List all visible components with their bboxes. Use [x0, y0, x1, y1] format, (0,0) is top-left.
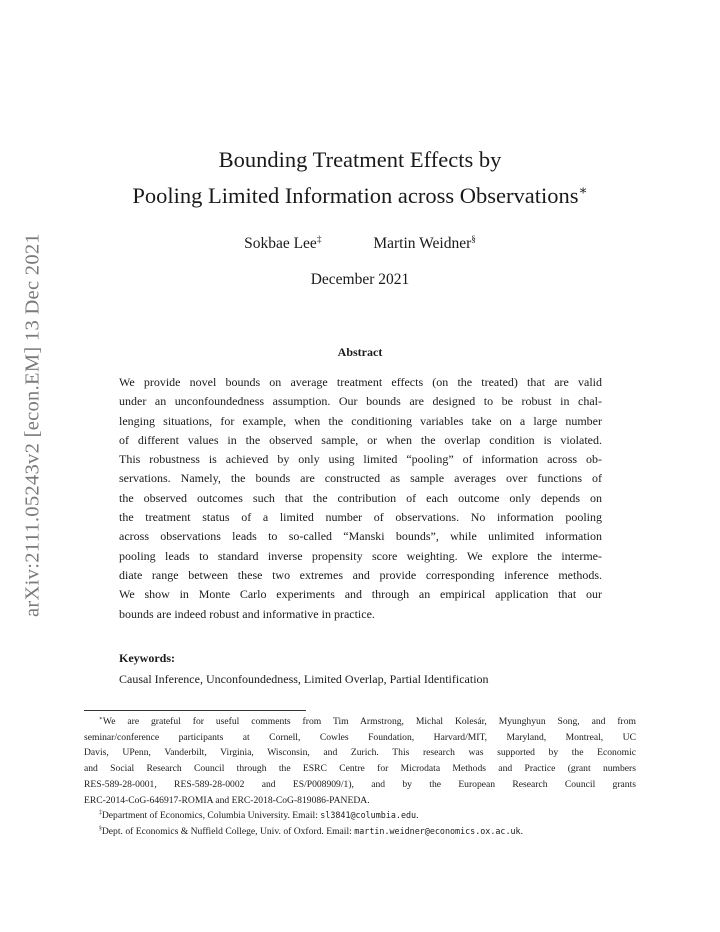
publication-date: December 2021: [310, 271, 410, 288]
email-link-weidner[interactable]: martin.weidner@economics.ox.ac.uk: [354, 825, 521, 836]
footnote-thanks-line: and Social Research Council through the ESRC Centre for Microdata Methods and Practice (grant numbers: [84, 763, 636, 775]
abstract-line: This robustness is achieved by only using limited “pooling” of information across ob-: [119, 452, 602, 467]
keywords-heading: Keywords:: [119, 651, 175, 665]
author-footnote-mark[interactable]: ‡: [316, 234, 322, 245]
title-line-1: Bounding Treatment Effects by: [218, 147, 502, 172]
footnote-weidner-text: Dept. of Economics & Nuffield College, Univ. of Oxford. Email:: [101, 825, 355, 837]
abstract-line: the treatment status of a limited number of observations. No information pooling: [119, 510, 602, 525]
abstract-line: We show in Monte Carlo experiments and through an empirical application that our: [119, 587, 602, 602]
title-line-2-text: Pooling Limited Information across Observations: [132, 183, 579, 208]
abstract-line: servations. Namely, the bounds are constructed as sample averages over functions of: [119, 471, 602, 486]
abstract-line: diate range between these two extremes and provide corresponding inference methods.: [119, 567, 602, 582]
footnote-thanks-line: ERC-2014-CoG-646917-ROMIA and ERC-2018-CoG-819086-PANEDA.: [84, 794, 370, 806]
author-weidner: [373, 235, 476, 253]
author-name: Martin Weidner: [373, 235, 472, 252]
arxiv-stamp-text: arXiv:2111.05243v2 [econ.EM] 13 Dec 2021: [21, 233, 44, 617]
abstract-body: [119, 373, 602, 624]
abstract-line: the observed outcomes such that the contribution of each outcome only depends on: [119, 490, 602, 505]
footnote-lee: [84, 808, 636, 824]
footnote-period: .: [416, 810, 419, 822]
footnote-rule: [84, 710, 306, 711]
footnote-lee-text: Department of Economics, Columbia University. Email:: [101, 810, 321, 822]
abstract-line: pooling leads to standard inverse propensity score weighting. We explore the interme-: [119, 548, 602, 563]
footnote-period: .: [520, 825, 524, 837]
abstract-line: bounds are indeed robust and informative in practice.: [119, 606, 375, 621]
footnote-mark: ‡: [99, 810, 102, 817]
paper-title: [0, 142, 720, 214]
footnote-thanks-line: Davis, UPenn, Vanderbilt, Virginia, Wisconsin, and Zurich. This research was supported by the Economic: [84, 747, 636, 759]
keywords-text: Causal Inference, Unconfoundedness, Limited Overlap, Partial Identification: [119, 672, 489, 686]
footnote-thanks-line: [84, 714, 636, 730]
author-lee: [244, 235, 321, 253]
footnote-text: We are grateful for useful comments from Tim Armstrong, Michal Kolesár, Myunghyun Song, and from: [102, 716, 636, 727]
abstract-line: We provide novel bounds on average treatment effects (on the treated) that are valid: [119, 375, 602, 389]
email-link-lee[interactable]: sl3841@columbia.edu: [320, 810, 417, 821]
abstract-heading: Abstract: [337, 345, 383, 359]
footnote-weidner: [84, 824, 636, 840]
abstract-line: under an unconfoundedness assumption. Our bounds are designed to be robust in chal-: [119, 394, 602, 409]
title-footnote-mark[interactable]: ∗: [578, 182, 588, 198]
abstract-line: of different values in the observed sample, or when the overlap condition is violated.: [119, 432, 602, 447]
footnote-mark: ∗: [99, 715, 103, 722]
footnote-mark: §: [99, 825, 102, 832]
author-footnote-mark[interactable]: §: [471, 234, 476, 245]
footnotes: [84, 714, 636, 840]
author-list: [0, 235, 720, 253]
footnote-thanks-line: RES-589-28-0001, RES-589-28-0002 and ES/P008909/1), and by the European Research Council grants: [84, 778, 636, 790]
author-name: Sokbae Lee: [244, 235, 317, 252]
abstract-line: lenging situations, for example, when the conditioning variables take on a large number: [119, 413, 602, 428]
title-line-2: [0, 178, 720, 214]
abstract-line: across observations leads to so-called “Manski bounds”, while unlimited information: [119, 529, 602, 544]
footnote-thanks-line: seminar/conference participants at Cornell, Cowles Foundation, Harvard/MIT, Maryland, Montreal, UC: [84, 731, 636, 743]
